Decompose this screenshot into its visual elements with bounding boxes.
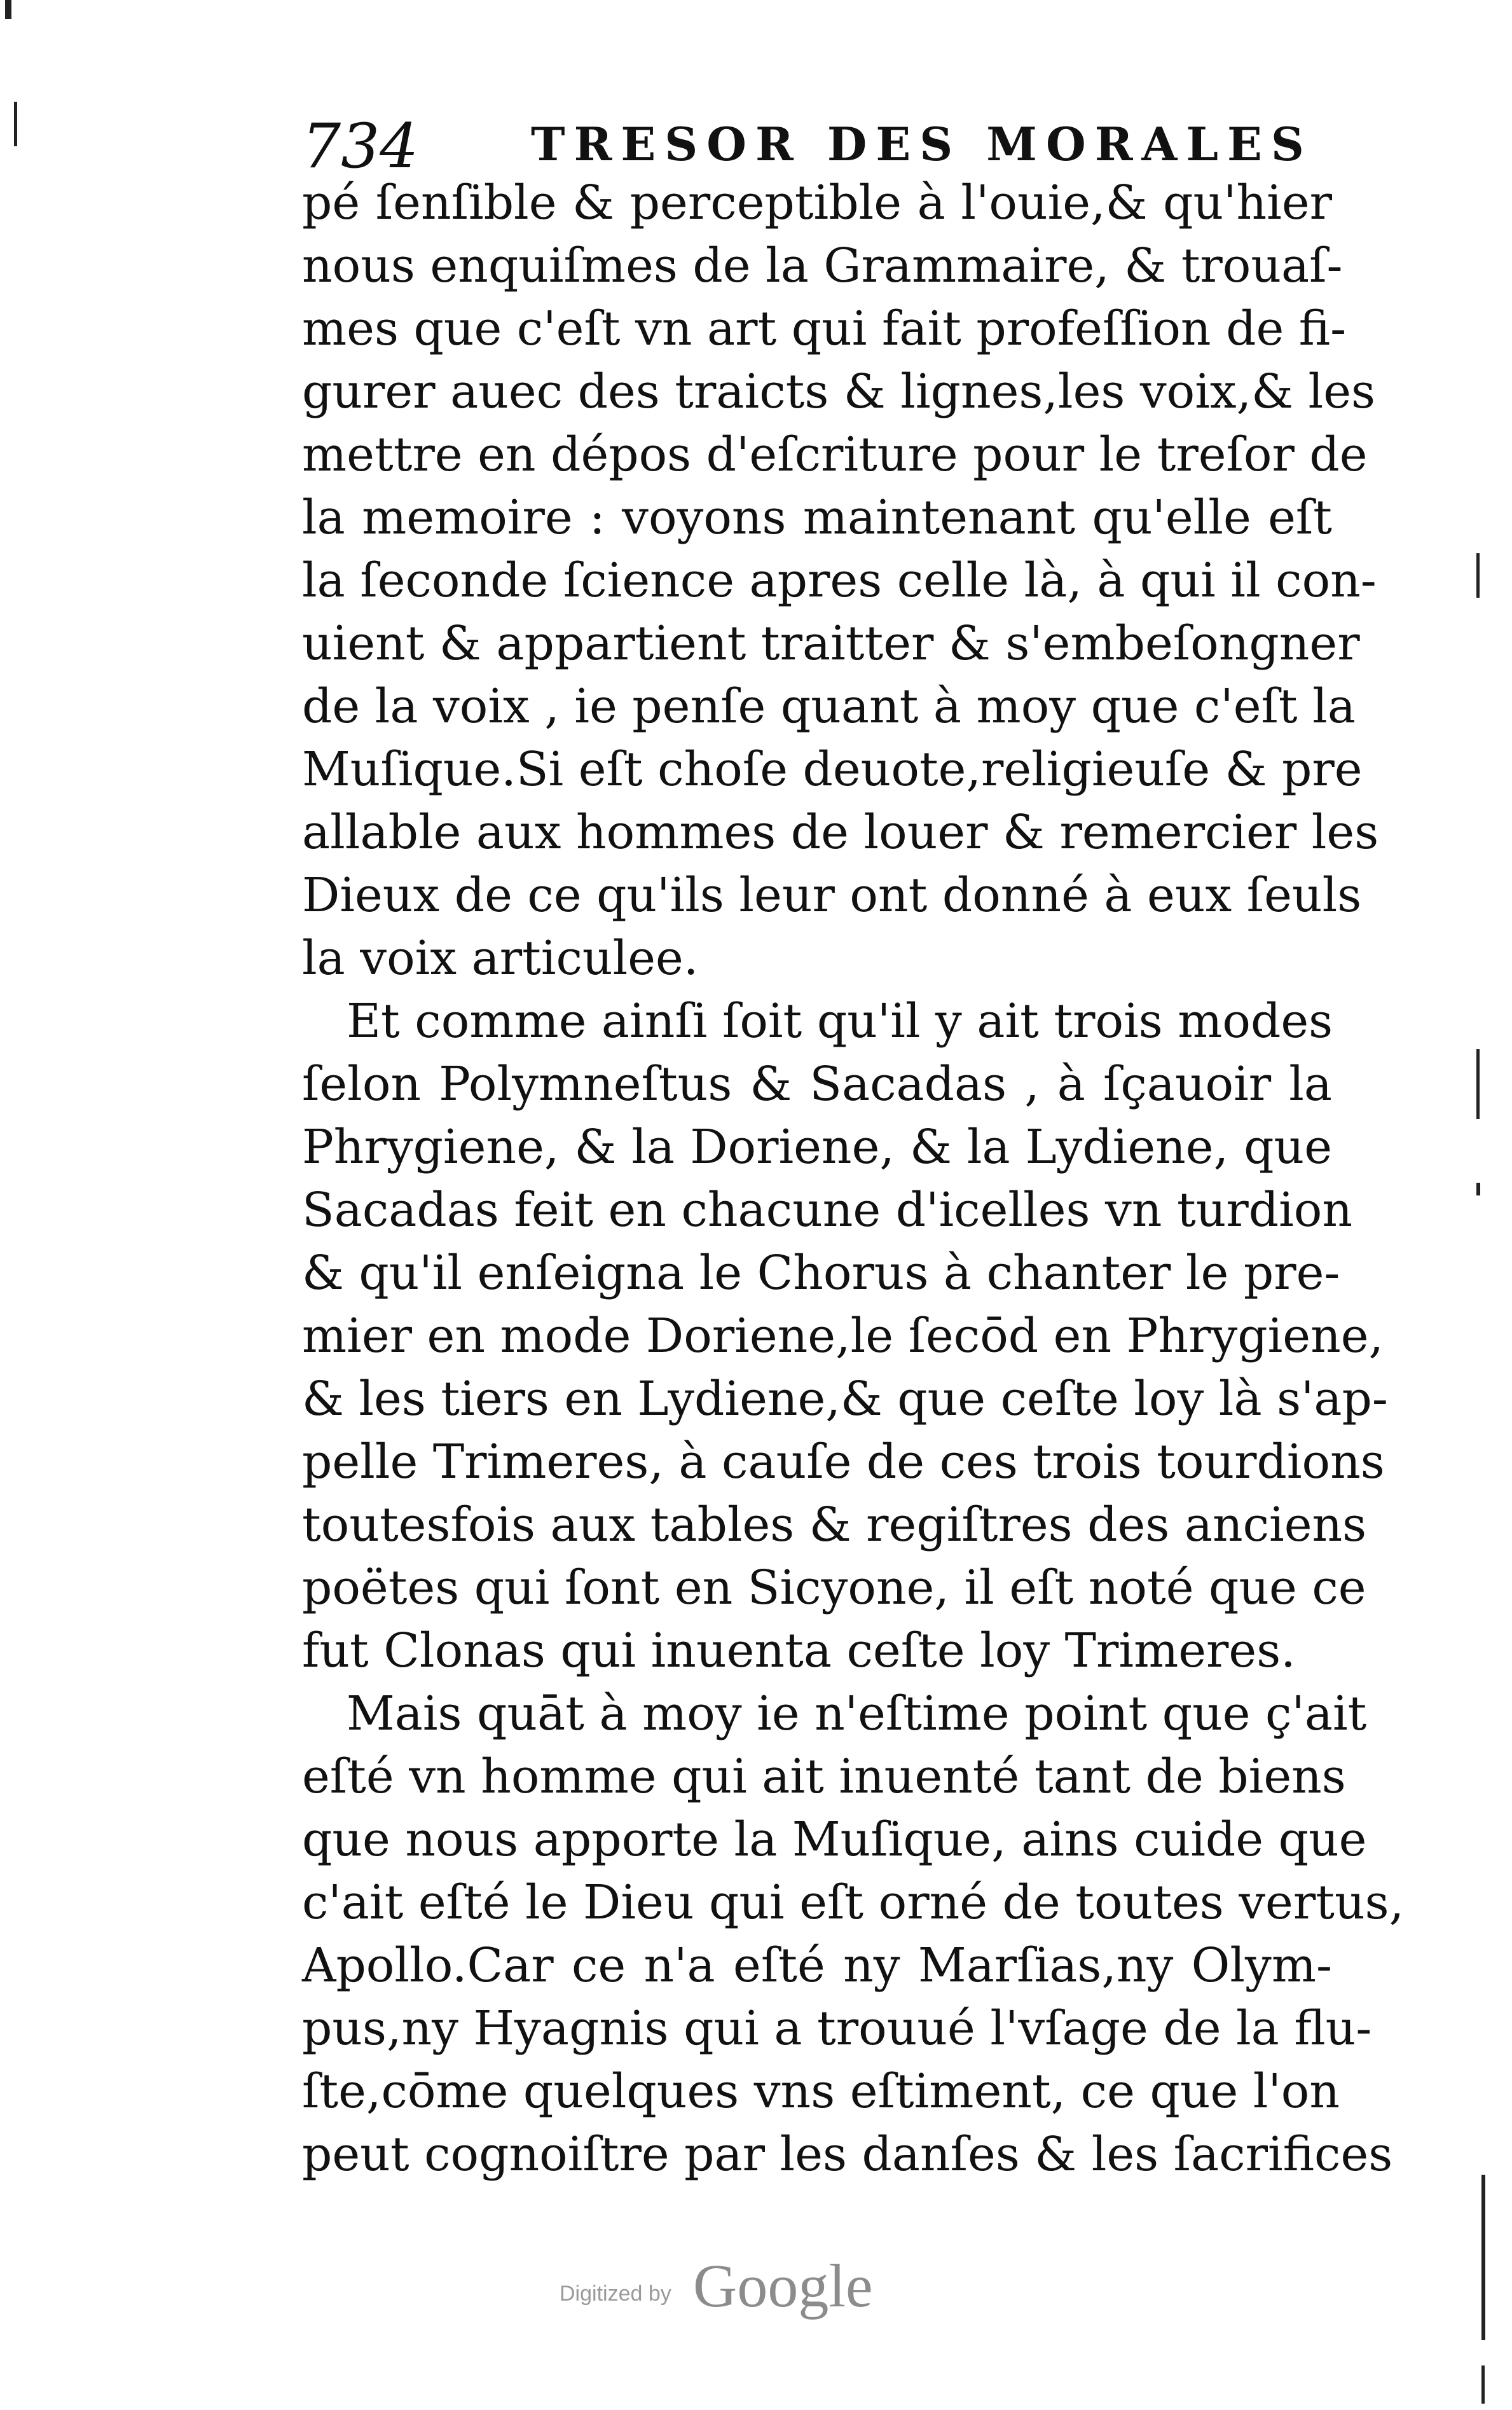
text-line: toutesfois aux tables & regiſtres des anciens [302, 1498, 1367, 1552]
text-line: que nous apporte la Muſique, ains cuide que [302, 1812, 1367, 1867]
text-line: pelle Trimeres, à cauſe de ces trois tourdions [302, 1435, 1385, 1489]
text-line: & qu'il enſeigna le Chorus à chanter le pre- [302, 1246, 1340, 1300]
text-line: nous enquiſmes de la Grammaire, & trouaſ- [302, 238, 1343, 293]
margin-mark [1476, 553, 1480, 598]
margin-mark [1481, 2175, 1485, 2340]
text-line: uient & appartient traitter & s'embeſongner [302, 616, 1360, 671]
text-line: Et comme ainſi ſoit qu'il y ait trois modes [347, 994, 1333, 1049]
text-line: la voix articulee. [302, 931, 699, 986]
text-line: Apollo.Car ce n'a eſté ny Marſias,ny Olym- [302, 1938, 1332, 1993]
text-line: allable aux hommes de louer & remercier les [302, 805, 1379, 860]
margin-mark [1476, 1183, 1480, 1195]
text-line: mettre en dépos d'eſcriture pour le treſor de [302, 427, 1368, 482]
text-line: ſte,cōme quelques vns eſtiment, ce que l'on [302, 2064, 1340, 2119]
text-line: Muſique.Si eſt choſe deuote,religieuſe & pre [302, 742, 1363, 797]
text-line: mes que c'eſt vn art qui fait profeſſion de fi- [302, 301, 1347, 356]
text-line: Mais quāt à moy ie n'eſtime point que ç'ait [347, 1686, 1367, 1741]
text-line: mier en mode Doriene,le ſecōd en Phrygiene, [302, 1309, 1384, 1363]
text-line: poëtes qui ſont en Sicyone, il eſt noté que ce [302, 1560, 1366, 1615]
text-line: fut Clonas qui inuenta ceſte loy Trimeres. [302, 1623, 1296, 1678]
margin-mark [1481, 2365, 1485, 2404]
text-line: gurer auec des traicts & lignes,les voix,& les [302, 364, 1375, 419]
margin-mark [14, 102, 17, 146]
margin-mark [1476, 1049, 1480, 1119]
text-line: eſté vn homme qui ait inuenté tant de biens [302, 1749, 1346, 1804]
digitized-footer [560, 2251, 890, 2321]
text-line: Phrygiene, & la Doriene, & la Lydiene, que [302, 1120, 1332, 1174]
text-line: ſelon Polymneſtus & Sacadas , à ſçauoir la [302, 1057, 1332, 1112]
text-line: pé ſenſible & perceptible à l'ouie,& qu'hier [302, 176, 1332, 230]
margin-mark [5, 0, 11, 19]
text-line: & les tiers en Lydiene,& que ceſte loy là s'ap- [302, 1372, 1388, 1426]
body-text [302, 172, 1405, 2186]
text-line: la ſeconde ſcience apres celle là, à qui il con- [302, 553, 1377, 608]
text-line: de la voix , ie penſe quant à moy que c'eſt la [302, 679, 1356, 734]
text-line: Dieux de ce qu'ils leur ont donné à eux ſeuls [302, 868, 1362, 923]
google-logo: Google [693, 2252, 873, 2320]
digitized-label: Digitized by [560, 2282, 671, 2306]
running-head [302, 105, 1345, 181]
text-line: peut cognoiſtre par les danſes & les ſacrifices [302, 2127, 1393, 2182]
text-line: Sacadas feit en chacune d'icelles vn turdion [302, 1183, 1352, 1237]
text-line: pus,ny Hyagnis qui a trouué l'vſage de la flu- [302, 2001, 1372, 2056]
page-number: 734 [302, 111, 419, 182]
text-line: la memoire : voyons maintenant qu'elle eſt [302, 490, 1332, 545]
running-title: TRESOR DES MORALES [531, 117, 1313, 171]
text-line: c'ait eſté le Dieu qui eſt orné de toutes vertus, [302, 1875, 1405, 1930]
